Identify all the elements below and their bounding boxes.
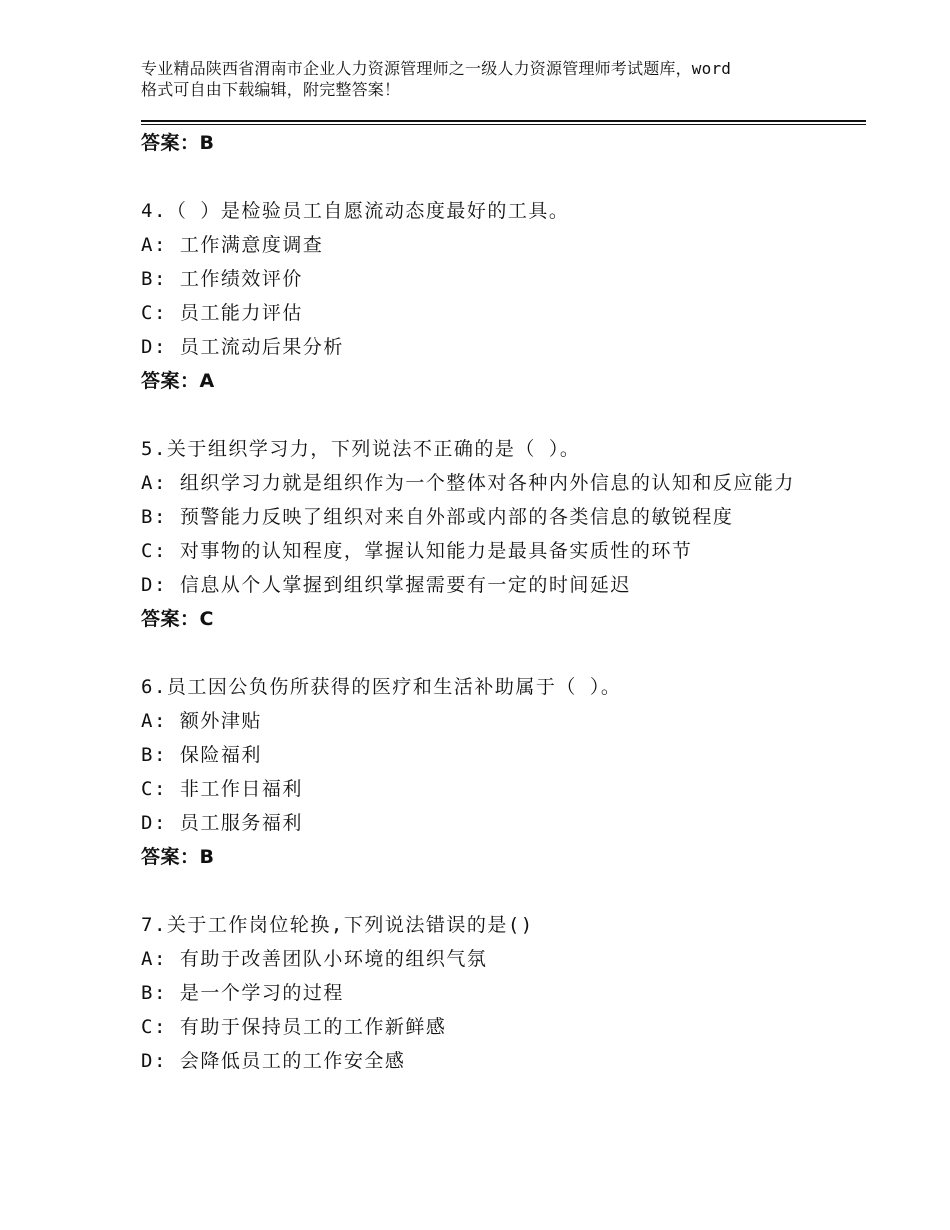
header-line-1: 专业精品陕西省渭南市企业人力资源管理师之一级人力资源管理师考试题库，word [141,59,732,78]
document-header [141,58,841,100]
option-b: B: 保险福利 [141,744,262,766]
question-list [141,126,841,1078]
option-d: D: 信息从个人掌握到组织掌握需要有一定的时间延迟 [141,574,631,596]
option-a: A: 有助于改善团队小环境的组织气氛 [141,948,488,970]
answer-value: C [199,608,214,630]
header-line-2: 格式可自由下载编辑，附完整答案！ [141,80,401,99]
option-d: D: 员工服务福利 [141,812,303,834]
option-b: B: 工作绩效评价 [141,268,303,290]
answer-label: 答案： [141,608,200,630]
answer-line [141,602,841,636]
option-b: B: 预警能力反映了组织对来自外部或内部的各类信息的敏锐程度 [141,506,734,528]
option-d: D: 员工流动后果分析 [141,336,344,358]
answer-label: 答案： [141,132,200,154]
answer-line [141,126,841,160]
question-stem: 7.关于工作岗位轮换,下列说法错误的是() [141,914,534,936]
header-rule-thick [141,120,866,122]
answer-line [141,840,841,874]
question-block [141,432,841,636]
question-block [141,670,841,874]
option-a: A: 组织学习力就是组织作为一个整体对各种内外信息的认知和反应能力 [141,472,795,494]
option-a: A: 工作满意度调查 [141,234,324,256]
option-d: D: 会降低员工的工作安全感 [141,1050,406,1072]
option-c: C: 对事物的认知程度，掌握认知能力是最具备实质性的环节 [141,540,693,562]
option-c: C: 非工作日福利 [141,778,303,800]
answer-value: A [199,370,215,392]
question-stem: 4.（ ）是检验员工自愿流动态度最好的工具。 [141,200,570,222]
answer-label: 答案： [141,846,200,868]
answer-label: 答案： [141,370,200,392]
answer-line [141,364,841,398]
option-a: A: 额外津贴 [141,710,262,732]
answer-value: B [199,846,215,868]
question-stem: 6.员工因公负伤所获得的医疗和生活补助属于（ ）。 [141,676,622,698]
header-rule-thin [141,124,866,125]
question-block [141,908,841,1078]
question-block [141,194,841,398]
option-c: C: 员工能力评估 [141,302,303,324]
question-stem: 5.关于组织学习力，下列说法不正确的是（ ）。 [141,438,581,460]
answer-value: B [199,132,215,154]
option-c: C: 有助于保持员工的工作新鲜感 [141,1016,447,1038]
option-b: B: 是一个学习的过程 [141,982,344,1004]
